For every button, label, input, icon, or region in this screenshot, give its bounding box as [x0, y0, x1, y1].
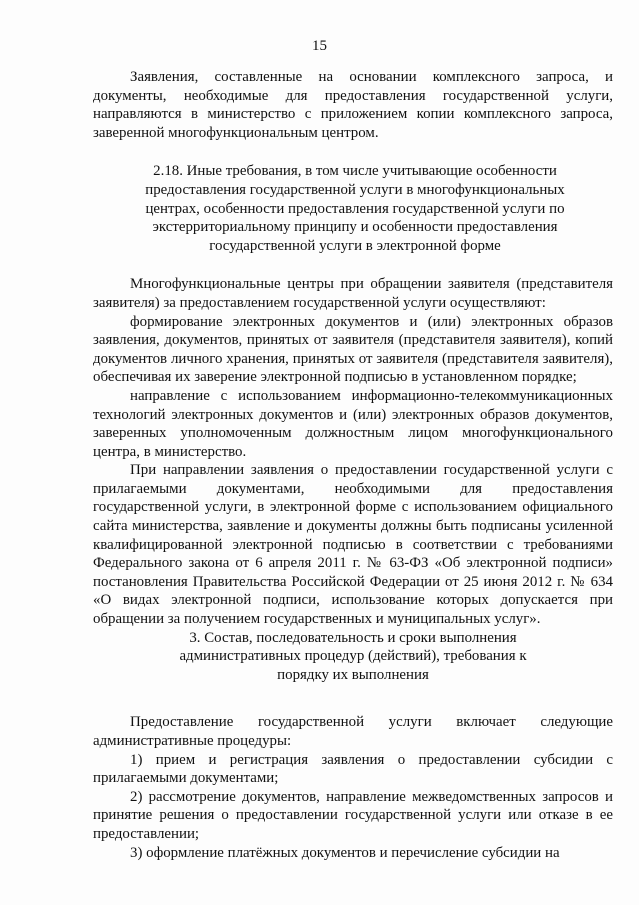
paragraph-mfc-forming: формирование электронных документов и (или) электронных образов заявления, документов, принятых от заявителя (представителя заявителя), копий документов личного хранения, принятых от заявителя (представителя заявителя), обеспечивая их заверение электронной подписью в установленном порядке; — [93, 313, 613, 386]
page-number: 15 — [312, 38, 327, 54]
list-item-1: 1) прием и регистрация заявления о предоставлении субсидии с прилагаемыми документами; — [93, 751, 613, 787]
paragraph-mfc-intro: Многофункциональные центры при обращении заявителя (представителя заявителя) за предоставлением государственной услуги осуществляют: — [93, 276, 613, 311]
list-item-3: 3) оформление платёжных документов и перечисление субсидии на — [130, 844, 560, 861]
paragraph-applications: Заявления, составленные на основании комплексного запроса, и документы, необходимые для предоставления государственной услуги, направляются в министерство с приложением копии комплексного запроса, заверенной многофункциональным центром. — [93, 69, 613, 141]
paragraph-electronic-submission: При направлении заявления о предоставлении государственной услуги с прилагаемыми документами, необходимыми для предоставления государственной услуги, в электронной форме с использованием официального сайта министерства, заявление и документы должны быть подписаны усиленной квалифицированной электронной подписью в соответствии с требованиями Федерального закона от 6 апреля 2011 г. № 63-ФЗ «Об электронной подписи» постановления Правительства Российской Федерации от 25 июня 2012 г. № 634 «О видах электронной подписи, использование которых допускается при обращении за получением государственных и муниципальных услуг». — [93, 462, 613, 628]
document-body — [93, 68, 613, 862]
list-item-2: 2) рассмотрение документов, направление межведомственных запросов и принятие решения о предоставлении государственной услуги или отказе в ее предоставлении; — [93, 788, 613, 842]
paragraph-mfc-sending: направление с использованием информационно-телекоммуникационных технологий электронных документов и (или) электронных образов документов, заверенных уполномоченным должностным лицом многофункционального центра, в министерство. — [93, 387, 613, 460]
paragraph-procedures-intro: Предоставление государственной услуги включает следующие административные процедуры: — [93, 714, 613, 749]
section-heading-3: 3. Состав, последовательность и сроки выполнения административных процедур (действий), требования к порядку их выполнения — [179, 629, 527, 683]
section-heading-2-18: 2.18. Иные требования, в том числе учитывающие особенности предоставления государственной услуги в многофункциональных центрах, особенности предоставления государственной услуги по экстерриториальному принципу и особенности предоставления государственной услуги в электронной форме — [145, 163, 565, 254]
